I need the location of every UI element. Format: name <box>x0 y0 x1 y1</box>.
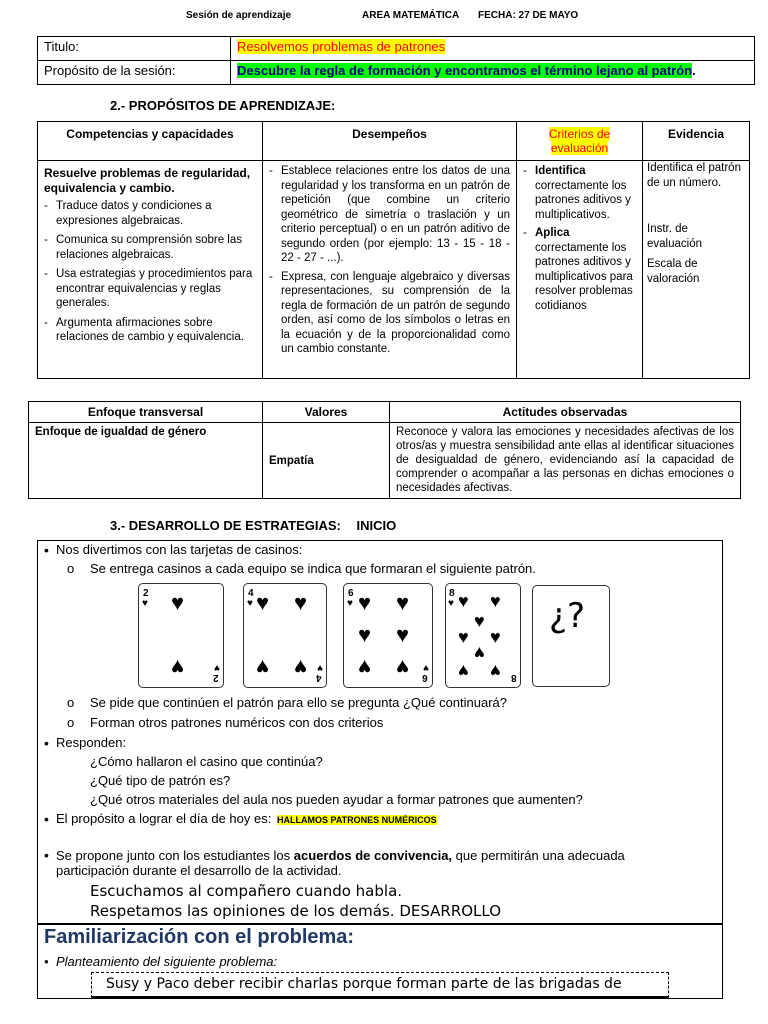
desempenos-list <box>269 164 510 357</box>
card-rank: 6 <box>348 588 354 599</box>
sub-bullet-marker: o <box>67 561 75 576</box>
heart-icon: ♥ <box>396 622 410 647</box>
question-3: ¿Qué otros materiales del aula nos pueden ayudar a formar patrones que aumenten? <box>90 792 583 807</box>
heart-icon: ♥ <box>171 655 185 680</box>
familiarizacion-bullet <box>44 954 278 969</box>
sub-casinos: Se entrega casinos a cada equipo se indica que formaran el siguiente patrón. <box>90 561 536 576</box>
section3-heading <box>110 518 396 533</box>
sub-other-patterns: Forman otros patrones numéricos con dos criterios <box>90 715 384 730</box>
criterios-list <box>523 164 636 313</box>
bullet-casinos: • Nos divertimos con las tarjetas de casinos: <box>56 542 302 557</box>
card-rank: 6 <box>422 672 428 683</box>
section3-phase: INICIO <box>356 518 397 533</box>
card-4-hearts <box>243 583 327 688</box>
heart-icon: ♥ <box>474 643 485 663</box>
bullet-proposito <box>56 811 437 826</box>
desempeno-item: - Expresa, con lenguaje algebraico y diversas representaciones, su comprensión de la regla de formación de un patrón de segundo orden, así como de los símbolos o letras en la ecuación y de la proporcionalidad como un cambio constante. <box>269 270 510 357</box>
agreement-1: Escuchamos al compañero cuando habla. <box>90 882 403 900</box>
capacidad-item: - Traduce datos y condiciones a expresiones algebraicas. <box>44 199 256 228</box>
card-unknown <box>532 585 610 687</box>
heart-icon: ♥ <box>247 598 253 609</box>
criterio-item <box>523 164 636 222</box>
bullet-responden: • Responden: <box>56 735 126 750</box>
heart-icon: ♥ <box>423 662 429 673</box>
heart-icon: ♥ <box>294 590 308 615</box>
heart-icon: ♥ <box>358 622 372 647</box>
session-label: Sesión de aprendizaje <box>186 10 292 21</box>
heart-icon: ♥ <box>458 591 469 611</box>
heart-icon: ♥ <box>347 598 353 609</box>
section3-title: 3.- DESARROLLO DE ESTRATEGIAS: <box>110 518 341 533</box>
heart-icon: ♥ <box>490 661 501 681</box>
heart-icon: ♥ <box>458 627 469 647</box>
col-competencias: Competencias y capacidades <box>38 122 263 161</box>
acuerdos-bold: acuerdos de convivencia, <box>293 848 453 863</box>
heart-icon: ♥ <box>317 662 323 673</box>
heart-icon: ♥ <box>358 655 372 680</box>
card-rank: 8 <box>511 672 517 683</box>
proposito-text: El propósito a lograr el día de hoy es: <box>56 811 272 826</box>
criterio1-text: correctamente los patrones aditivos y multiplicativos. <box>535 179 631 221</box>
actitud-value: Reconoce y valora las emociones y necesidades afectivas de los otros/as y muestra sensibilidad ante ellas al identificar situaciones de desigualdad de género, evidenciando así la capacidad de comprender o acompañar a las personas en dichas emociones o necesidades afectivas. <box>390 423 741 499</box>
heart-icon: ♥ <box>448 598 454 609</box>
problem-text: Susy y Paco deber recibir charlas porque forman parte de las brigadas de <box>106 976 622 992</box>
col-desempenos: Desempeños <box>263 122 517 161</box>
card-6-hearts <box>343 583 433 688</box>
card-rank: 2 <box>143 588 149 599</box>
heart-icon: ♥ <box>396 655 410 680</box>
card-rank: 8 <box>449 588 455 599</box>
card-rank: 2 <box>213 672 219 683</box>
evidencia-2: Instr. de evaluación <box>647 223 702 250</box>
competencias-table <box>37 121 750 379</box>
criterio1-bold: Identifica <box>535 165 586 177</box>
heart-icon: ♥ <box>214 662 220 673</box>
competencia-title: Resuelve problemas de regularidad, equivalencia y cambio. <box>44 166 251 195</box>
section2-heading: 2.- PROPÓSITOS DE APRENDIZAJE: <box>110 98 336 113</box>
evidencia-3: Escala de valoración <box>647 258 700 285</box>
question-1: ¿Cómo hallaron el casino que continúa? <box>90 754 323 769</box>
heart-icon: ♥ <box>256 655 270 680</box>
evidencia-1: Identifica el patrón de un número. <box>647 162 741 189</box>
heart-icon: ♥ <box>256 590 270 615</box>
card-rank: 4 <box>248 588 254 599</box>
criterio-item <box>523 226 636 313</box>
col-evidencia: Evidencia <box>643 122 750 161</box>
heart-icon: ♥ <box>171 590 185 615</box>
date-label: FECHA: 27 DE MAYO <box>478 10 579 21</box>
heart-icon: ♥ <box>142 598 148 609</box>
capacidad-item: - Comunica su comprensión sobre las relaciones algebraicas. <box>44 233 256 262</box>
bullet-dot: • <box>44 954 49 969</box>
criterio2-text: correctamente los patrones aditivos y multiplicativos para resolver problemas cotidianos <box>535 241 633 312</box>
question-2: ¿Qué tipo de patrón es? <box>90 773 231 788</box>
col-actitudes: Actitudes observadas <box>390 402 741 423</box>
agreement-2: Respetamos las opiniones de los demás. DESARROLLO <box>90 902 502 920</box>
valor-value: Empatía <box>263 423 390 499</box>
unknown-card-label: ¿? <box>549 596 586 636</box>
heart-icon: ♥ <box>294 655 308 680</box>
sub-bullet-marker: o <box>67 715 75 730</box>
problem-box <box>91 972 669 998</box>
col-valores: Valores <box>263 402 390 423</box>
proposito-highlight: HALLAMOS PATRONES NUMÉRICOS <box>276 815 437 825</box>
col-enfoque: Enfoque transversal <box>29 402 263 423</box>
capacidad-item: - Argumenta afirmaciones sobre relaciones de cambio y equivalencia. <box>44 316 256 345</box>
criterio2-bold: Aplica <box>535 227 570 239</box>
area-label: AREA MATEMÁTICA <box>362 10 460 21</box>
capacidad-item: - Usa estrategias y procedimientos para encontrar equivalencias y reglas generales. <box>44 267 256 311</box>
heart-icon: ♥ <box>490 627 501 647</box>
acuerdos-post: que permitirán una adecuada participación durante el desarrollo de la actividad. <box>56 848 625 878</box>
enfoque-value: Enfoque de igualdad de género <box>29 423 263 499</box>
capacidades-list <box>44 199 256 345</box>
planteamiento-text: Planteamiento del siguiente problema: <box>56 954 278 969</box>
purpose-value: Descubre la regla de formación y encontramos el término lejano al patrón <box>237 63 693 78</box>
card-2-hearts <box>138 583 224 688</box>
card-8-hearts <box>445 583 521 688</box>
enfoque-table <box>28 401 741 499</box>
heart-icon: ♥ <box>358 590 372 615</box>
title-label: Titulo: <box>38 37 231 61</box>
heart-icon: ♥ <box>458 661 469 681</box>
title-value: Resolvemos problemas de patrones <box>237 39 446 54</box>
col-criterios: Criterios de evaluación <box>548 127 611 155</box>
bullet-acuerdos <box>56 848 696 878</box>
heart-icon: ♥ <box>490 591 501 611</box>
acuerdos-pre: Se propone junto con los estudiantes los <box>56 848 291 863</box>
heart-icon: ♥ <box>474 611 485 631</box>
info-table <box>37 36 755 85</box>
card-rank: 4 <box>316 672 322 683</box>
purpose-end: . <box>692 63 696 78</box>
desempeno-item: - Establece relaciones entre los datos de una regularidad y los transforma en un patrón de repetición (que combine un criterio geométrico de simetría o traslación y un criterio perceptual) o en un patrón aditivo de segundo orden (por ejemplo: 13 - 15 - 18 - 22 - 27 - ...). <box>269 164 510 266</box>
sub-continue: Se pide que continúen el patrón para ello se pregunta ¿Qué continuará? <box>90 695 508 710</box>
sub-bullet-marker: o <box>67 695 75 710</box>
heart-icon: ♥ <box>396 590 410 615</box>
familiarizacion-title: Familiarización con el problema: <box>44 926 355 948</box>
purpose-label: Propósito de la sesión: <box>38 61 231 85</box>
